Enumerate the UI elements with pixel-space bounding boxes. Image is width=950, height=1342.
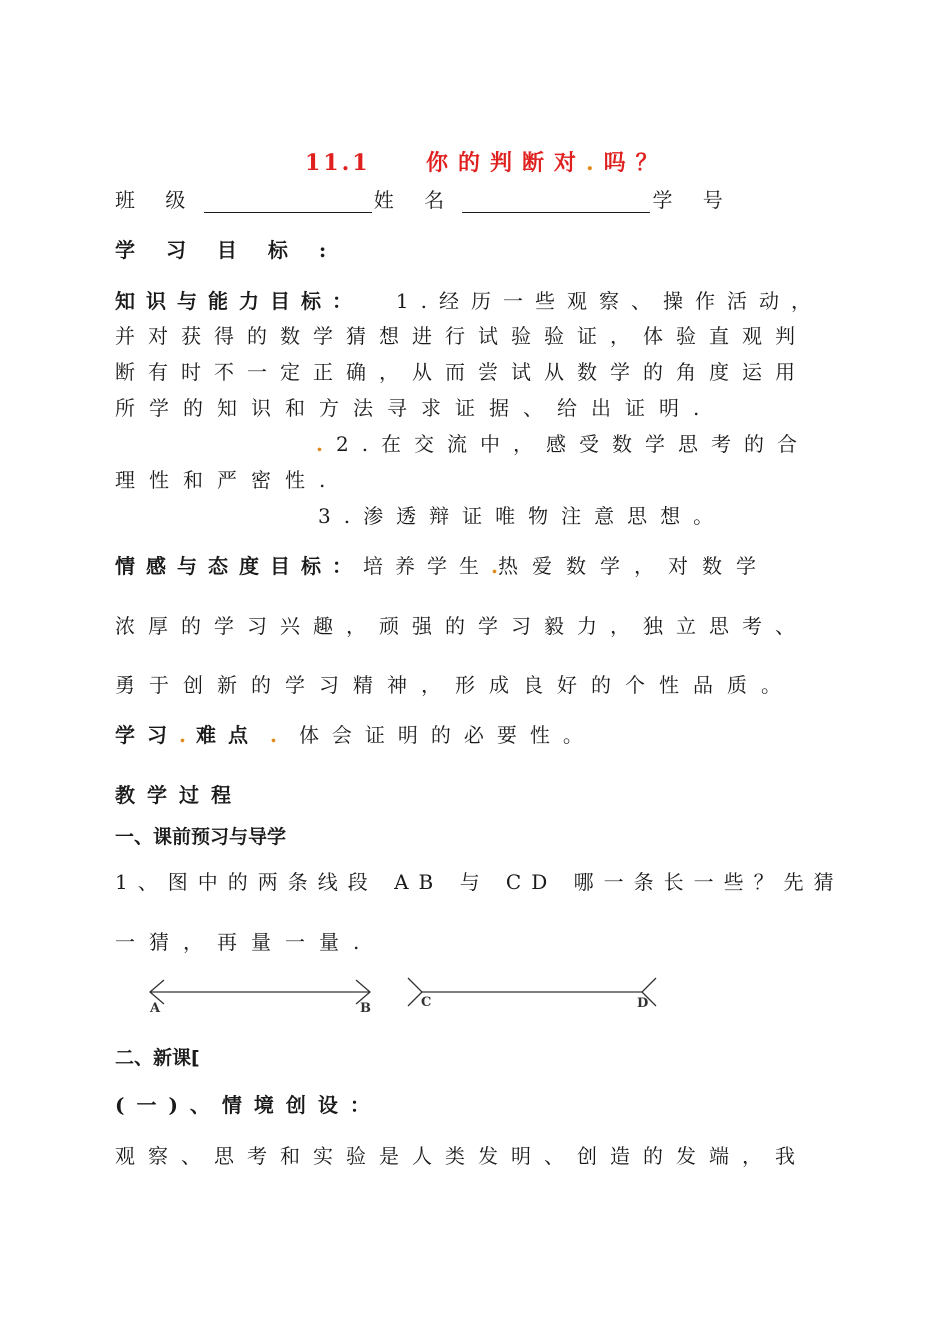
title-text-b: 吗？ [603,150,668,176]
item2-text: 2.在交流中，感受数学思考的合 [335,432,811,456]
knowledge-item-2-cont: 理性和严密性. [115,468,340,492]
section1-heading: 一、课前预习与导学 [115,826,287,848]
name-blank[interactable] [462,192,650,213]
objectives-heading: 学 习 目 标 : [115,238,339,262]
label-d: D [637,996,649,1011]
difficulty-dot-1: . [179,723,186,747]
section2-sub1: (一)、情境创设： [115,1093,382,1117]
label-c: C [421,995,432,1010]
class-label: 班 级 [115,188,198,212]
process-heading: 教学过程 [115,783,243,807]
label-a: A [150,1001,161,1016]
knowledge-line1: 1.经历一些观察、操作活动， [395,289,823,313]
q1-line-1: 1、图中的两条线段 AB 与 CD 哪一条长一些？先猜 [115,870,844,894]
section2-para-line-1: 观察、思考和实验是人类发明、创造的发端，我 [115,1144,808,1168]
difficulty-dot-2: . [269,723,277,747]
header-fields [115,184,735,213]
knowledge-line-3: 断有时不一定正确，从而尝试从数学的角度运用 [115,360,808,384]
title-number: 11.1 [305,150,371,176]
knowledge-item-3: 3.渗透辩证唯物注意思想。 [318,504,727,528]
title-dot: . [585,150,604,176]
difficulty-line [115,719,596,748]
emotion-line-2: 浓厚的学习兴趣，顽强的学习毅力，独立思考、 [115,614,808,638]
item2-dot: . [316,432,336,456]
name-label: 姓 名 [373,188,457,212]
emotion-line1-a: 培养学生 [363,554,491,578]
label-b: B [360,1001,371,1016]
emotion-label: 情感与态度目标： [115,554,363,578]
knowledge-label: 知识与能力目标： [115,289,363,313]
title-text-a: 你的判断对 [425,150,586,176]
emotion-dot: . [491,554,498,578]
arrow-c [408,978,422,1006]
segments-figure [140,970,680,1020]
emotion-line1-b: 热爱数学，对数学 [497,554,770,578]
emotion-line-1 [115,550,770,579]
difficulty-text: 体会证明的必要性。 [298,723,596,747]
section2-heading: 二、新课[ [115,1047,200,1069]
emotion-line-3: 勇于创新的学习精神，形成良好的个性品质。 [115,673,795,697]
q1-line-2: 一猜，再量一量. [115,930,374,954]
knowledge-line-1 [115,285,823,314]
knowledge-item-2 [316,428,810,457]
page-title [305,146,668,177]
difficulty-label-b: 难点 [195,723,260,747]
id-label: 学 号 [652,188,735,212]
knowledge-line-2: 并对获得的数学猜想进行试验验证，体验直观判 [115,324,808,348]
class-blank[interactable] [204,192,372,213]
difficulty-label-a: 学习 [115,723,179,747]
knowledge-line-4: 所学的知识和方法寻求证据、给出证明. [115,396,714,420]
